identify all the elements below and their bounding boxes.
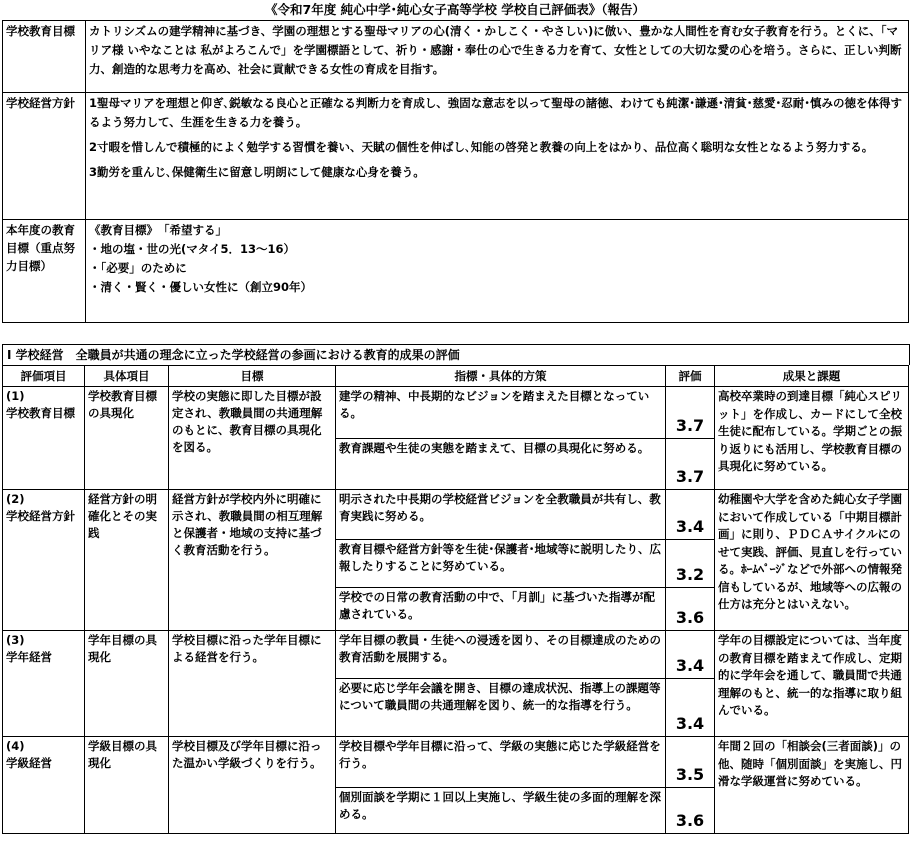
policy-items [86,93,909,220]
eval-measure: 学校目標や学年目標に沿って、学級の実態に応じた学級経営を行う。 [336,737,666,788]
eval-concrete: 学年目標の具現化 [85,631,169,737]
header-result: 成果と課題 [715,366,909,387]
eval-result: 年間２回の「相談会(三者面談)」の他、随時「個別面談」を実施し、円滑な学級運営に努めている。 [715,737,909,834]
school-overview-table [2,20,909,323]
table-row [3,387,909,439]
evaluation-table [2,365,909,834]
eval-measure: 個別面談を学期に１回以上実施し、学級生徒の多面的理解を深める。 [336,788,666,834]
goal-text: カトリシズムの建学精神に基づき、学園の理想とする聖母マリアの心(清く・かしこく・やさしい)に倣い、豊かな人間性を育む女子教育を行う。とくに、「マリア様 いやなことは 私がよろこんで」を学園標語として、祈り・感謝・奉仕の心で生きる力を育て、女性としての大切な愛の心を培う。さらに、正しい判断力、創造的な思考力を高め、社会に貢献できる女性の育成を目指す。 [86,21,909,93]
eval-item: (2) 学校経営方針 [3,490,85,631]
eval-measure: 学年目標の教員・生徒への浸透を図り、その目標達成のための教育活動を展開する。 [336,631,666,679]
eval-concrete: 学級目標の具現化 [85,737,169,834]
eval-measure: 学校での日常の教育活動の中で、「月訓」に基づいた指導が配慮されている。 [336,588,666,631]
eval-goal: 学校の実態に即した目標が設定され、教職員間の共通理解のもとに、教育目標の具現化を図る。 [169,387,336,490]
policy-row [3,93,909,220]
eval-score: 3.7 [666,439,715,490]
eval-measure: 教育目標や経営方針等を生徒･保護者･地域等に説明したり、広報したりすることに努めている。 [336,540,666,588]
table-row [3,737,909,788]
policy-item: 3勤労を重んじ､保健衛生に留意し明朗にして健康な心身を養う。 [89,165,425,179]
eval-measure: 教育課題や生徒の実態を踏まえて、目標の具現化に努める。 [336,439,666,490]
eval-item: (3) 学年経営 [3,631,85,737]
year-goal-line: 《教育目標》 「希望する」 [89,223,227,237]
eval-score: 3.4 [666,679,715,737]
eval-measure: 明示された中長期の学校経営ビジョンを全教職員が共有し、教育実践に努める。 [336,490,666,540]
year-goal-label: 本年度の教育目標（重点努力目標） [3,220,86,323]
eval-score: 3.7 [666,387,715,439]
table-row [3,631,909,679]
section-title: Ⅰ 学校経営 全職員が共通の理念に立った学校経営の参画における教育的成果の評価 [2,344,910,365]
eval-result: 高校卒業時の到達目標「純心スピリット」を作成し、カードにして全校生徒に配布している。学期ごとの振り返りにも活用し、学校教育目標の具現化に努めている。 [715,387,909,490]
eval-item: (4) 学級経営 [3,737,85,834]
policy-item: 1聖母マリアを理想と仰ぎ､鋭敏なる良心と正確なる判断力を育成し、強固な意志を以って聖母の諸徳、わけても純潔･謙遜･清貧･慈愛･忍耐･慎みの徳を体得するよう努力して、生涯を生きる力を養う。 [89,96,902,129]
evaluation-header-row [3,366,909,387]
eval-score: 3.6 [666,788,715,834]
eval-result: 学年の目標設定については、当年度の教育目標を踏まえて作成し、定期的に学年会を通して、職員間で共通理解のもと、統一的な指導に取り組んでいる。 [715,631,909,737]
policy-item: 2寸暇を惜しんで積極的によく勉学する習慣を養い、天賦の個性を伸ばし､知能の啓発と教養の向上をはかり、品位高く聡明な女性となるよう努力する。 [89,140,874,154]
eval-measure: 建学の精神、中長期的なビジョンを踏まえた目標となっている。 [336,387,666,439]
year-goal-row [3,220,909,323]
eval-score: 3.2 [666,540,715,588]
eval-concrete: 経営方針の明確化とその実践 [85,490,169,631]
eval-item: (1) 学校教育目標 [3,387,85,490]
eval-goal: 経営方針が学校内外に明確に示され、教職員間の相互理解と保護者・地域の支持に基づく教育活動を行う。 [169,490,336,631]
header-measure: 指標・具体的方策 [336,366,666,387]
year-goal-line: ・地の塩・世の光(マタイ5．13～16） [89,242,296,256]
header-item: 評価項目 [3,366,85,387]
page-title: 《令和7年度 純心中学･純心女子高等学校 学校自己評価表》（報告） [265,2,645,17]
eval-score: 3.4 [666,631,715,679]
policy-label: 学校経営方針 [3,93,86,220]
eval-score: 3.5 [666,737,715,788]
eval-score: 3.4 [666,490,715,540]
eval-concrete: 学校教育目標の具現化 [85,387,169,490]
eval-result: 幼稚園や大学を含めた純心女子学園において作成している「中期目標計画」に則り、ＰＤＣＡサイクルにのせて実践、評価、見直しを行っている。ﾎｰﾑﾍﾟｰｼﾞなどで外部への情報発信もしているが、地域等への広報の仕方は充分とはいえない。 [715,490,909,631]
header-concrete: 具体項目 [85,366,169,387]
table-row [3,490,909,540]
goal-label: 学校教育目標 [3,21,86,93]
year-goal-line: ・清く・賢く・優しい女性に（創立90年） [89,280,313,294]
eval-score: 3.6 [666,588,715,631]
year-goal-lines [86,220,909,323]
eval-goal: 学校目標に沿った学年目標による経営を行う。 [169,631,336,737]
goal-row [3,21,909,93]
header-goal: 目標 [169,366,336,387]
year-goal-line: ・「必要」のために [89,261,187,275]
eval-goal: 学校目標及び学年目標に沿った温かい学級づくりを行う。 [169,737,336,834]
eval-measure: 必要に応じ学年会議を開き、目標の達成状況、指導上の課題等について職員間の共通理解を図り、統一的な指導を行う。 [336,679,666,737]
header-score: 評価 [666,366,715,387]
